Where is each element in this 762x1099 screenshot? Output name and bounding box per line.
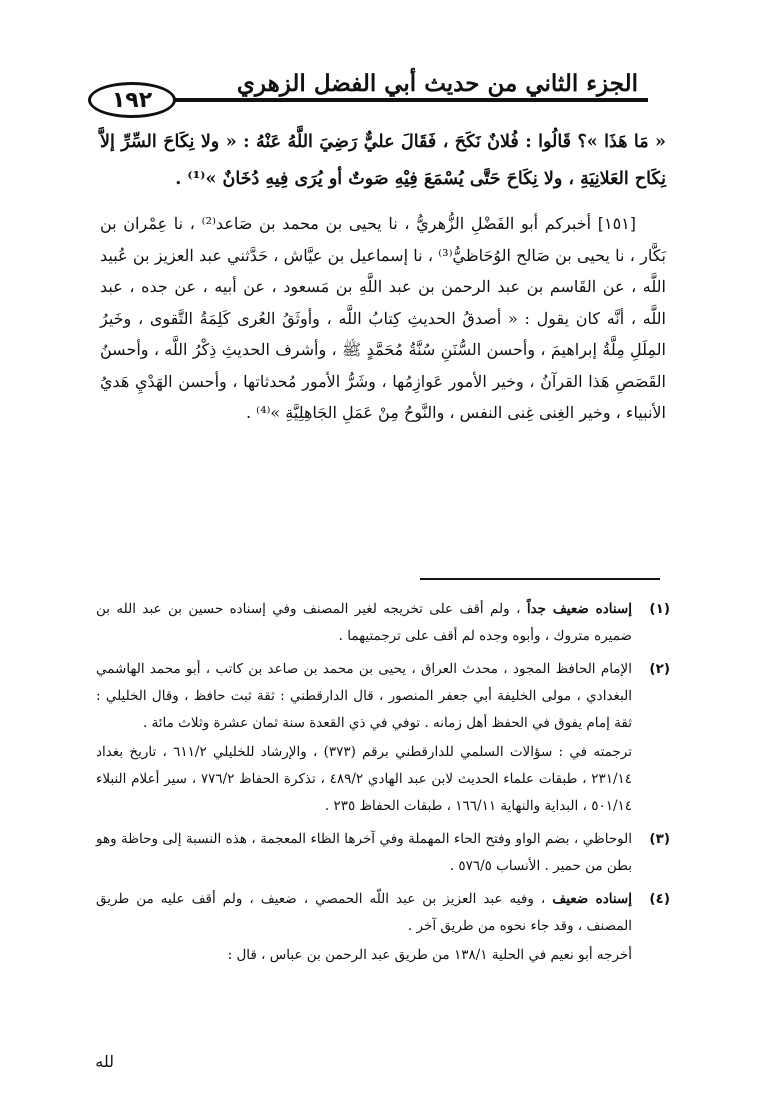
footnote-text: ترجمته في : سؤالات السلمي للدارقطني برقم (٣٧٣) ، والإرشاد للخليلي ٦١١/٢ ، تاريخ بغداد ٢٣١/١٤ ، طبقات علماء الحديث لابن عبد الهادي ٤٨٩/٢ ، تذكرة الحفاظ ٧٧٦/٢ ، سير أعلام النبلاء ٥٠١/١٤ ، البداية والنهاية ١٦٦/١١ ، طبقات الحفاظ ٢٣٥ . xyxy=(96,744,632,814)
footnote-number: (٣) xyxy=(649,831,670,847)
footnote-number: (٢) xyxy=(649,661,670,677)
footnote-4 xyxy=(96,886,670,969)
footnote-paragraph xyxy=(96,596,632,650)
footnote-number: (١) xyxy=(649,601,670,617)
footnote-separator xyxy=(420,578,660,580)
footnotes xyxy=(96,596,670,975)
footnote-body xyxy=(96,596,632,650)
footnote-paragraph xyxy=(96,942,632,969)
footnote-paragraph xyxy=(96,739,632,820)
footnote-text: ، ولم أقف على تخريجه لغير المصنف وفي إسناده حسين بن عبد الله بن ضميره متروك ، وأبوه وجده لم أقف على ترجمتيهما . xyxy=(96,601,632,644)
footnote-3 xyxy=(96,826,670,880)
page-number-badge xyxy=(88,82,176,118)
footnote-2 xyxy=(96,656,670,820)
page-header xyxy=(88,64,648,120)
footnote-body xyxy=(96,826,632,880)
footnote-lead: إسناده ضعيف xyxy=(552,891,632,907)
footnote-body xyxy=(96,656,632,820)
running-title: الجزء الثاني من حديث أبي الفضل الزهري xyxy=(236,70,638,97)
bold-paragraph: « مَا هَذَا »؟ قَالُوا : فُلانٌ نَكَحَ ، فَقَالَ عليٌّ رَضِيَ اللَّهُ عَنْهُ : « ولا نِكَاحَ السِّرِّ إلاَّ نِكَاح العَلانِيَةِ ، ولا نِكَاحَ حَتَّى يُسْمَعَ فِيْهِ صَوتٌ أو يُرَى فِيهِ دُخَانٌ »⁽¹⁾ . xyxy=(100,132,666,189)
footnote-lead: إسناده ضعيف جداً xyxy=(526,601,632,617)
page-mark: لله xyxy=(95,1052,114,1071)
page-number: ١٩٢ xyxy=(111,87,153,113)
footnote-text: ، وفيه عبد العزيز بن عبد اللّه الحمصي ، ضعيف ، ولم أقف عليه من طريق المصنف ، وقد جاء نحوه من طريق آخر . xyxy=(96,891,632,934)
footnote-paragraph xyxy=(96,886,632,940)
hadith-number: [١٥١] xyxy=(597,214,636,233)
footnote-text: الوحاظي ، بضم الواو وفتح الحاء المهملة وفي آخرها الظاء المعجمة ، هذه النسبة إلى وحاظة وهو بطن من حمير . الأنساب ٥٧٦/٥ . xyxy=(96,831,632,874)
footnote-number: (٤) xyxy=(649,891,670,907)
footnote-paragraph xyxy=(96,656,632,737)
hadith-paragraph xyxy=(100,208,666,429)
hadith-text: أخبركم أبو الفَضْلِ الزُّهريُّ ، نا يحيى بن محمد بن صَاعد⁽²⁾ ، نا عِمْران بن بَكَّار ، نا يحيى بن صَالح الوُحَاظيُّ⁽³⁾ ، نا إسماعيل بن عيَّاش ، حَدَّثني عبد العزيز بن عُبيد اللَّه ، عن القَاسم بن عبد الرحمن بن عبد اللَّهِ بن مَسعود ، عن أبيه ، عن جده ، عبد اللَّه ، أنَّه كان يقول : « أصدقُ الحديثِ كِتابُ اللَّه ، وأوثَقُ العُرى كَلِمَةُ التَّقوى ، وخَيرُ المِلَلِ مِلَّةُ إبراهيمَ ، وأحسن السُّنَنِ سُنَّةُ مُحَمَّدٍ ﷺ ، وأشرف الحديثِ ذِكْرُ اللَّه ، وأحسنُ القَصَصِ هَذا القرآنُ ، وخير الأمور عَوازِمُها ، وشَرُّ الأمور مُحدثاتها ، وأحسن الهَدْيِ هَديُ الأنبياء ، وخير الغِنى غِنى النفس ، والنَّوحُ مِنْ عَمَلِ الجَاهِلِيَّةِ »⁽⁴⁾ . xyxy=(100,214,666,422)
footnote-paragraph xyxy=(96,826,632,880)
footnote-text: أخرجه أبو نعيم في الحلية ١٣٨/١ من طريق عبد الرحمن بن عباس ، قال : xyxy=(227,947,632,963)
header-rule xyxy=(168,98,648,102)
main-text xyxy=(100,124,666,429)
footnote-text: الإمام الحافظ المجود ، محدث العراق ، يحيى بن محمد بن صاعد بن كاتب ، أبو محمد الهاشمي البغدادي ، مولى الخليفة أبي جعفر المنصور ، قال الدارقطني : ثقة ثبت حافظ ، وقال الخليلي : ثقة إمام يفوق في الحفظ أهل زمانه . توفي في ذي القعدة سنة ثمان عشرة وثلاث مائة . xyxy=(96,661,632,731)
footnote-body xyxy=(96,886,632,969)
footnote-1 xyxy=(96,596,670,650)
